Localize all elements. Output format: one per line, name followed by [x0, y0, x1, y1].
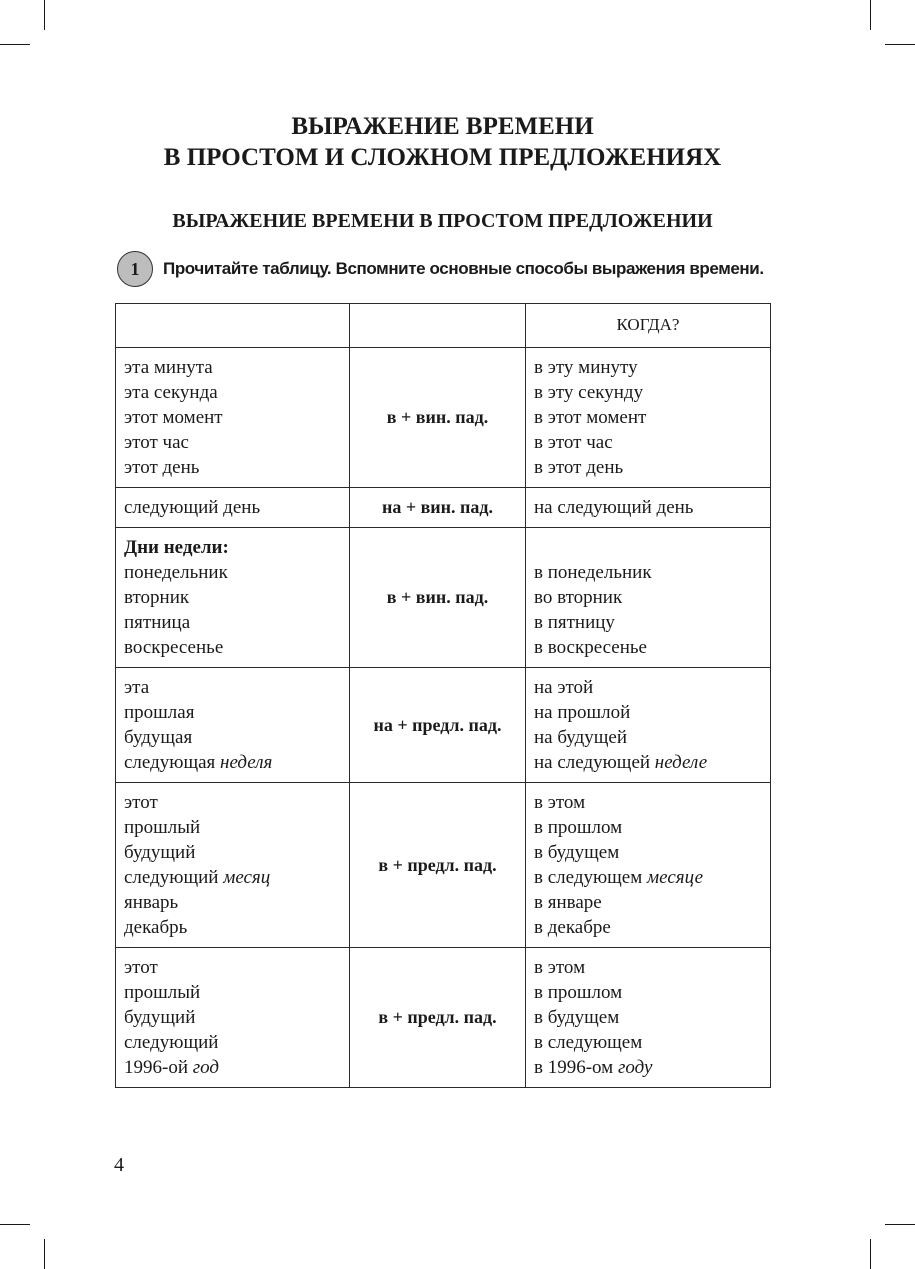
- page-title-line: В ПРОСТОМ И СЛОЖНОМ ПРЕДЛОЖЕНИЯХ: [163, 144, 722, 171]
- item-text: в январе: [534, 892, 602, 913]
- list-item: [534, 560, 762, 585]
- list-item: [124, 915, 341, 940]
- list-item: [124, 1030, 341, 1055]
- source-phrase-cell: [116, 948, 350, 1088]
- item-text: на следующий день: [534, 497, 694, 518]
- item-italic-noun: году: [617, 1057, 653, 1078]
- crop-mark: [0, 1224, 30, 1225]
- source-phrase-cell: [116, 783, 350, 948]
- crop-mark: [44, 0, 45, 30]
- list-item: [124, 495, 341, 520]
- source-phrase-cell: [116, 528, 350, 668]
- crop-mark: [870, 1239, 871, 1269]
- item-text: будущая: [124, 727, 193, 748]
- time-expression-table: [115, 303, 771, 1088]
- item-text: прошлый: [124, 817, 201, 838]
- list-item: [124, 610, 341, 635]
- table-row: [116, 948, 771, 1088]
- list-item: [124, 725, 341, 750]
- list-item: [124, 815, 341, 840]
- item-text: следующий день: [124, 497, 261, 518]
- source-phrase-cell: [116, 488, 350, 528]
- list-item: [534, 750, 762, 775]
- list-item: [534, 430, 762, 455]
- item-text: следующий: [124, 1032, 219, 1053]
- item-text: этот час: [124, 432, 189, 453]
- list-item: [534, 815, 762, 840]
- list-item: [534, 405, 762, 430]
- item-text: в воскресенье: [534, 637, 647, 658]
- page-title: [0, 111, 885, 173]
- item-text: в прошлом: [534, 817, 623, 838]
- item-text: эта секунда: [124, 382, 218, 403]
- source-phrase-cell: [116, 668, 350, 783]
- table-header-row: [116, 304, 771, 348]
- when-phrase-cell: [526, 783, 771, 948]
- item-text: на этой: [534, 677, 594, 698]
- list-item: [124, 405, 341, 430]
- item-text: на прошлой: [534, 702, 631, 723]
- item-italic-noun: неделя: [220, 752, 273, 773]
- list-item: [534, 955, 762, 980]
- item-text: на следующей: [534, 752, 655, 773]
- crop-mark: [885, 44, 915, 45]
- item-text: в следующем: [534, 1032, 643, 1053]
- list-item: [534, 455, 762, 480]
- list-item: [124, 890, 341, 915]
- list-item: [124, 635, 341, 660]
- item-text: прошлая: [124, 702, 195, 723]
- when-phrase-cell: [526, 488, 771, 528]
- item-text: 1996-ой: [124, 1057, 193, 1078]
- list-item: [534, 890, 762, 915]
- item-text: эта: [124, 677, 150, 698]
- list-item: [534, 840, 762, 865]
- construction-cell: в + предл. пад.: [350, 948, 526, 1088]
- list-item: [534, 790, 762, 815]
- header-cell-when: КОГДА?: [526, 304, 771, 348]
- item-text: в будущем: [534, 842, 620, 863]
- crop-mark: [870, 0, 871, 30]
- list-item: [534, 1005, 762, 1030]
- item-text: понедельник: [124, 562, 228, 583]
- spacer-line: [534, 535, 762, 560]
- item-italic-noun: неделе: [654, 752, 708, 773]
- list-item: [124, 675, 341, 700]
- list-item: [534, 610, 762, 635]
- list-item: [124, 430, 341, 455]
- when-phrase-cell: [526, 948, 771, 1088]
- construction-cell: на + вин. пад.: [350, 488, 526, 528]
- list-item: [124, 750, 341, 775]
- item-text: в этом: [534, 957, 586, 978]
- list-item: [534, 635, 762, 660]
- list-item: [534, 915, 762, 940]
- cell-heading: Дни недели:: [124, 537, 229, 558]
- table-row: [116, 348, 771, 488]
- item-italic-noun: год: [192, 1057, 220, 1078]
- list-item: [124, 455, 341, 480]
- item-text: во вторник: [534, 587, 623, 608]
- item-text: воскресенье: [124, 637, 224, 658]
- source-phrase-cell: [116, 348, 350, 488]
- list-item: [534, 980, 762, 1005]
- list-item: [124, 955, 341, 980]
- list-item: [534, 355, 762, 380]
- construction-cell: в + предл. пад.: [350, 783, 526, 948]
- item-text: в этот день: [534, 457, 624, 478]
- item-text: будущий: [124, 1007, 196, 1028]
- task-instruction: Прочитайте таблицу. Вспомните основные способы выражения времени.: [163, 259, 764, 278]
- crop-mark: [885, 1224, 915, 1225]
- item-text: в прошлом: [534, 982, 623, 1003]
- table-row: [116, 668, 771, 783]
- list-item: [534, 1055, 762, 1080]
- header-cell: [116, 304, 350, 348]
- table-row: [116, 783, 771, 948]
- list-item: [124, 980, 341, 1005]
- item-italic-noun: месяце: [647, 867, 704, 888]
- crop-mark: [0, 44, 30, 45]
- list-item: [534, 725, 762, 750]
- item-text: в декабре: [534, 917, 611, 938]
- item-text: в будущем: [534, 1007, 620, 1028]
- construction-cell: в + вин. пад.: [350, 528, 526, 668]
- list-item: [124, 585, 341, 610]
- list-item: [124, 380, 341, 405]
- list-item: [124, 865, 341, 890]
- item-text: прошлый: [124, 982, 201, 1003]
- item-text: эта минута: [124, 357, 213, 378]
- item-text: в следующем: [534, 867, 648, 888]
- item-text: следующая: [124, 752, 221, 773]
- item-text: в эту секунду: [534, 382, 644, 403]
- item-text: этот: [124, 957, 158, 978]
- list-item: [124, 840, 341, 865]
- item-text: этот: [124, 792, 158, 813]
- item-text: в этот момент: [534, 407, 647, 428]
- construction-cell: на + предл. пад.: [350, 668, 526, 783]
- item-italic-noun: месяц: [223, 867, 271, 888]
- item-text: в понедельник: [534, 562, 652, 583]
- list-item: [534, 865, 762, 890]
- when-phrase-cell: [526, 348, 771, 488]
- item-text: следующий: [124, 867, 224, 888]
- section-title: ВЫРАЖЕНИЕ ВРЕМЕНИ В ПРОСТОМ ПРЕДЛОЖЕНИИ: [172, 210, 713, 232]
- item-text: будущий: [124, 842, 196, 863]
- list-item: [124, 355, 341, 380]
- list-item: [124, 700, 341, 725]
- item-text: в этот час: [534, 432, 613, 453]
- task-number-badge: 1: [117, 251, 153, 287]
- list-item: [534, 495, 762, 520]
- list-item: [534, 675, 762, 700]
- table-row: [116, 488, 771, 528]
- list-item: [124, 560, 341, 585]
- item-text: в 1996-ом: [534, 1057, 618, 1078]
- item-text: пятница: [124, 612, 191, 633]
- item-text: на будущей: [534, 727, 627, 748]
- construction-cell: в + вин. пад.: [350, 348, 526, 488]
- header-cell: [350, 304, 526, 348]
- item-text: январь: [124, 892, 179, 913]
- table-row: [116, 528, 771, 668]
- when-phrase-cell: [526, 668, 771, 783]
- crop-mark: [44, 1239, 45, 1269]
- page-title-line: ВЫРАЖЕНИЕ ВРЕМЕНИ: [291, 113, 594, 140]
- list-item: [124, 790, 341, 815]
- item-text: в пятницу: [534, 612, 615, 633]
- item-text: этот день: [124, 457, 200, 478]
- page-number: 4: [114, 1154, 124, 1176]
- item-text: вторник: [124, 587, 190, 608]
- item-text: этот момент: [124, 407, 223, 428]
- item-text: в эту минуту: [534, 357, 638, 378]
- list-item: [124, 1005, 341, 1030]
- list-item: [534, 700, 762, 725]
- when-phrase-cell: [526, 528, 771, 668]
- list-item: [534, 1030, 762, 1055]
- list-item: [124, 1055, 341, 1080]
- item-text: в этом: [534, 792, 586, 813]
- list-item: [534, 585, 762, 610]
- list-item: [534, 380, 762, 405]
- item-text: декабрь: [124, 917, 188, 938]
